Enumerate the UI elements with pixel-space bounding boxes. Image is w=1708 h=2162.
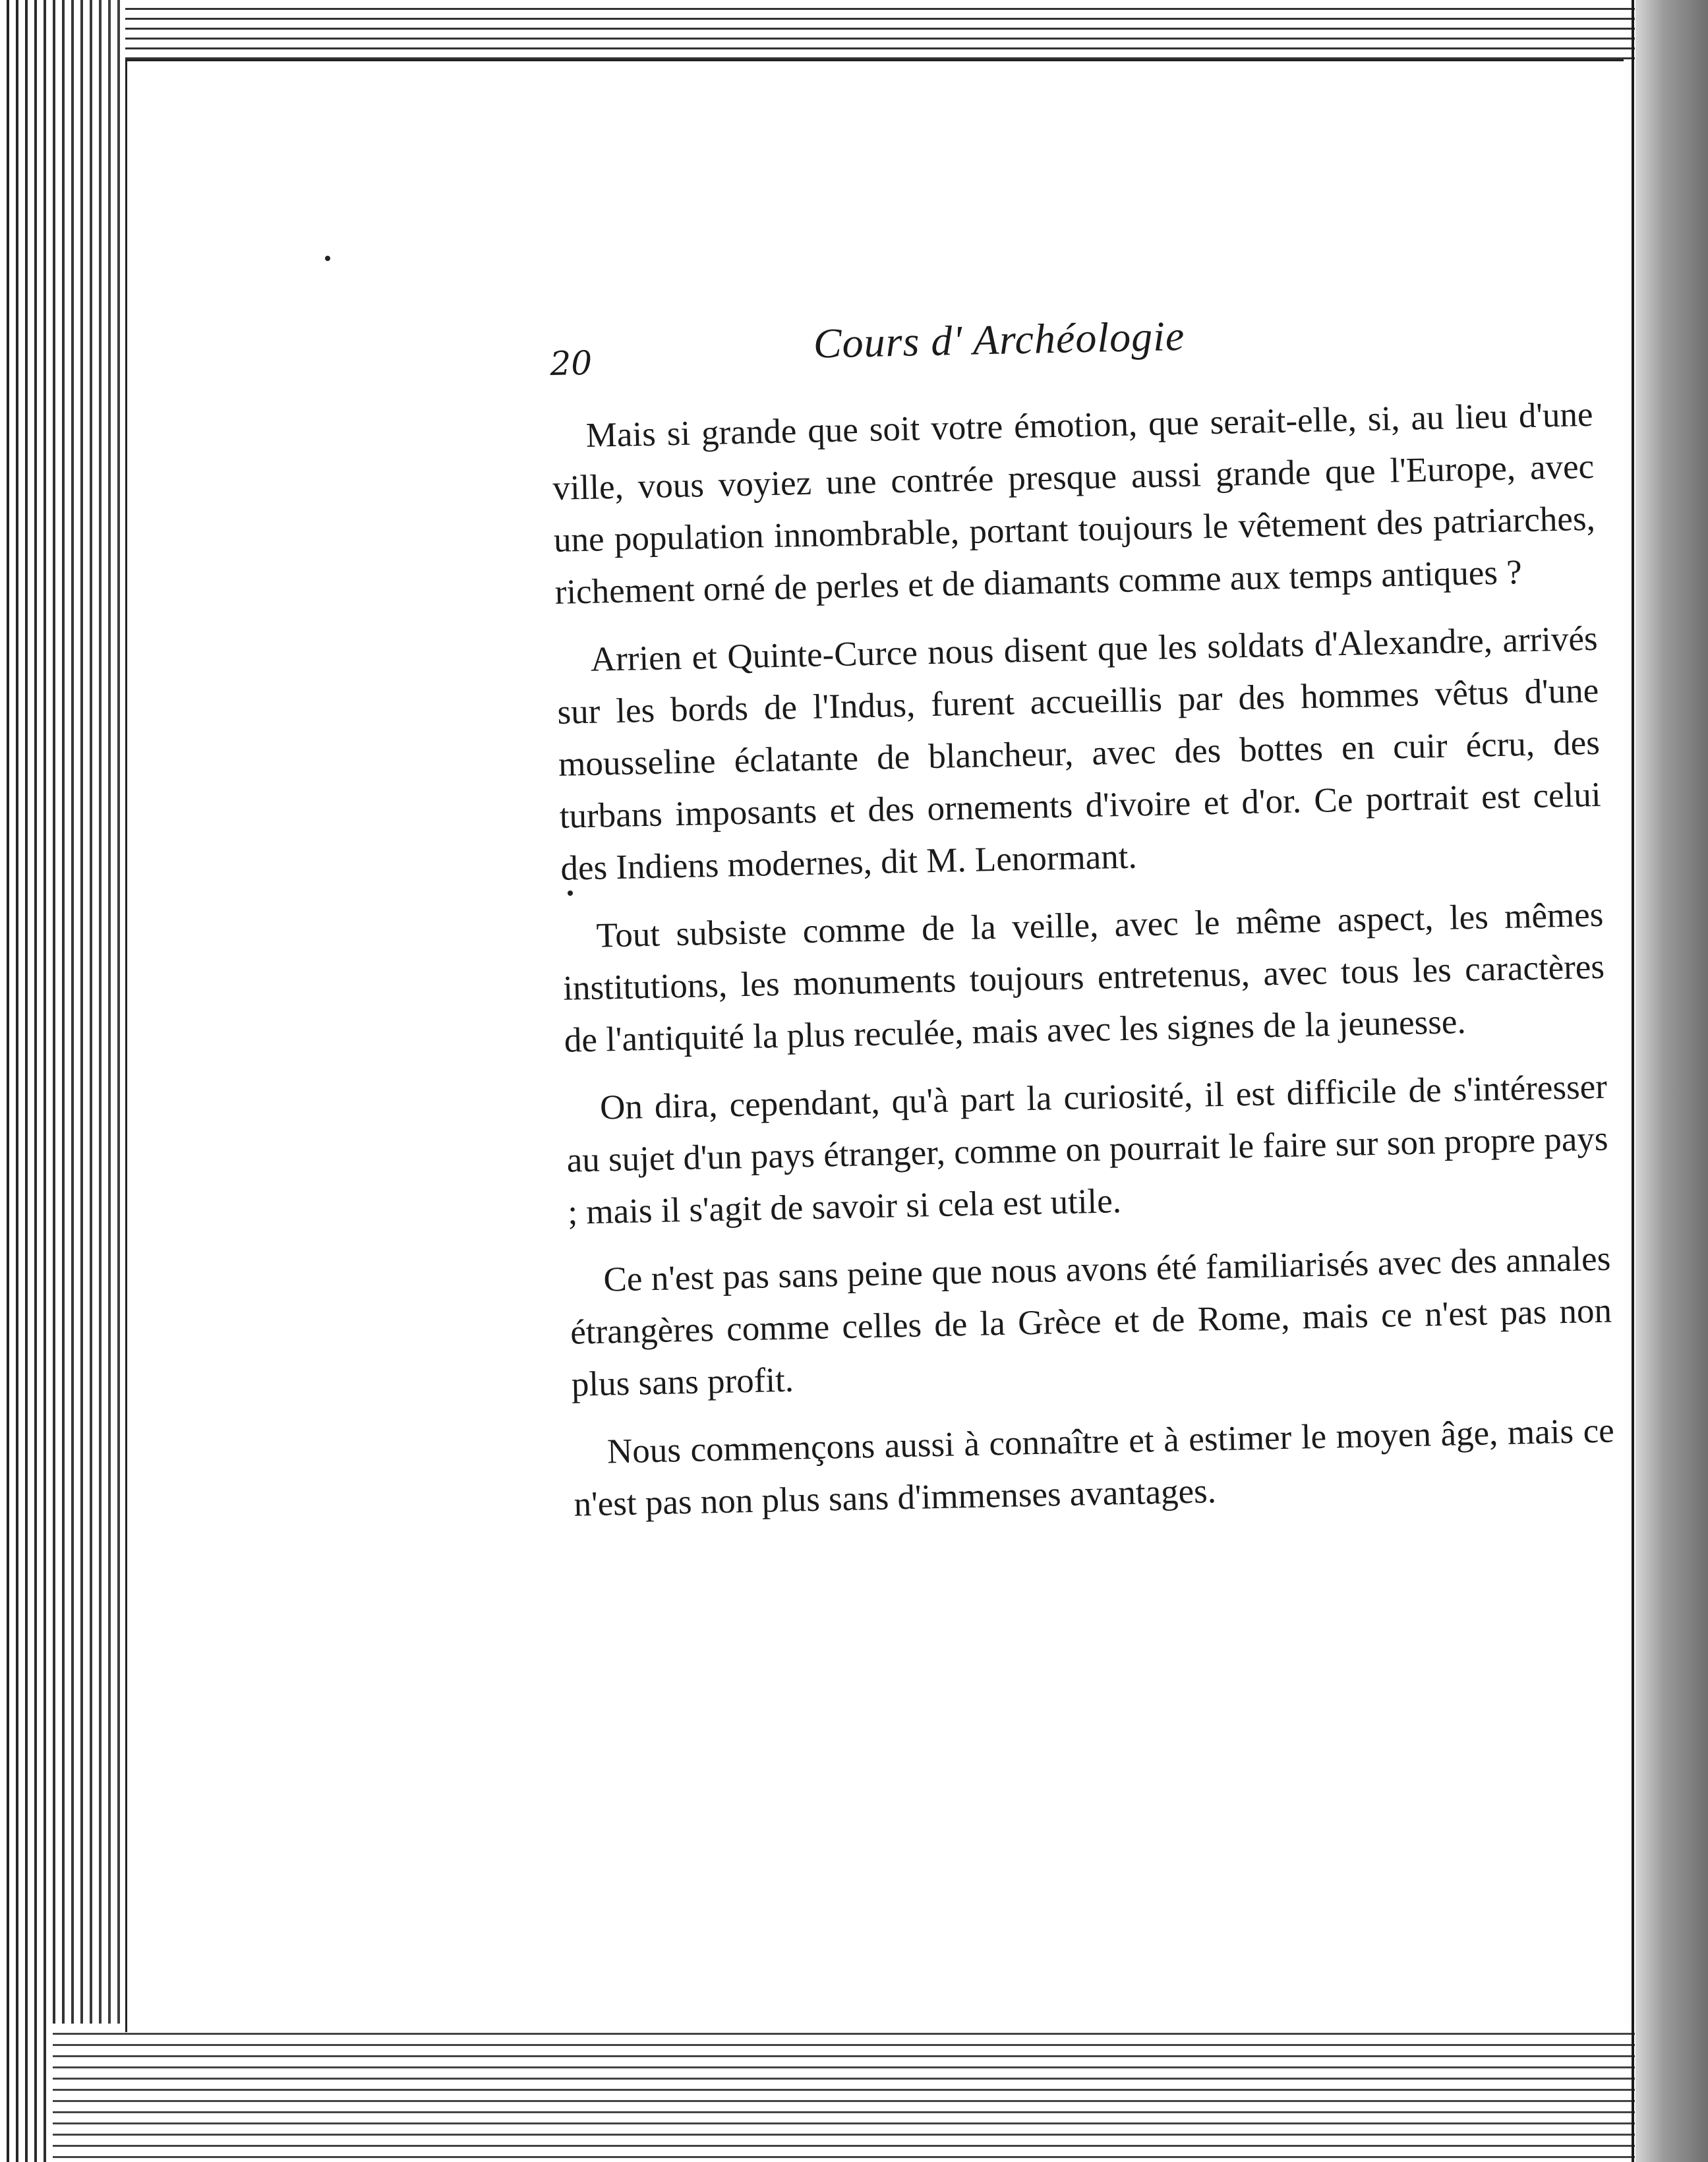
paragraph: Arrien et Quinte-Curce nous disent que les soldats d'Alexandre, arrivés sur les bords de l'Indus, furent accueillis par des hommes vêtus d'une mousseline éclatante de blancheur, avec des bottes en cuir écru, des turbans imposants et des ornements d'ivoire et d'or. Ce portrait est celui des Indiens modernes, dit M. Lenormant. [556,619,1602,888]
paragraph: Mais si grande que soit votre émotion, que serait-elle, si, au lieu d'une ville, vous voyiez une contrée presque aussi grande que l'Europe, avec une population innombrable, portant toujours le vêtement des patriarches, richement orné de perles et de diamants comme aux temps antiques ? [552,395,1596,612]
left-page-edges [0,0,125,2162]
book-page [125,59,1624,2032]
paragraph: On dira, cependant, qu'à part la curiosité, il est difficile de s'intéresser au sujet d'un pays étranger, comme on pourrait le faire sur son propre pays ; mais il s'agit de savoir si cela est utile. [566,1067,1609,1232]
paragraph: Ce n'est pas sans peine que nous avons été familiarisés avec des annales étrangères comme celles de la Grèce et de Rome, mais ce n'est pas non plus sans profit. [570,1239,1612,1404]
paragraph: Tout subsiste comme de la veille, avec le même aspect, les mêmes institutions, les monuments toujours entretenus, avec tous les caractères de l'antiquité la plus reculée, mais avec les signes de la jeunesse. [562,895,1605,1060]
page-number: 20 [549,343,593,383]
top-page-edges [79,0,1635,59]
bottom-page-edges [53,2024,1635,2162]
ink-speck [325,256,330,261]
paragraph: Nous commençons aussi à connaître et à estimer le moyen âge, mais ce n'est pas non plus sans d'immenses avantages. [574,1411,1615,1524]
right-page-border [1632,0,1634,2162]
running-title: Cours d' Archéologie [813,312,1185,367]
running-head [549,297,1592,397]
text-block [549,297,1616,1531]
right-shadow-band [1635,0,1708,2162]
